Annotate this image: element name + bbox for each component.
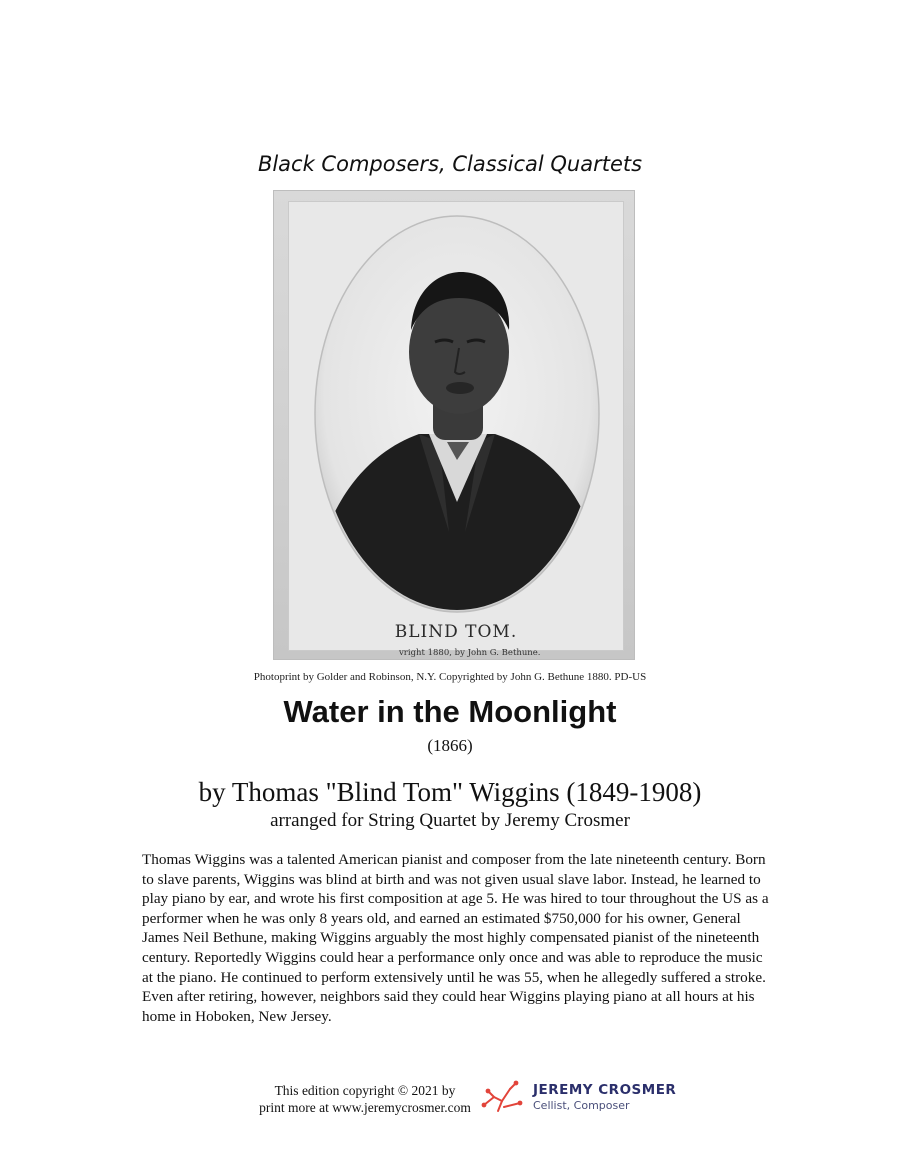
logo-tagline: Cellist, Composer [533, 1099, 630, 1112]
footer-website-line: print more at www.jeremycrosmer.com [259, 1100, 471, 1115]
logo-name: JEREMY CROSMER [533, 1082, 677, 1098]
footer-copyright-line: This edition copyright © 2021 by [274, 1083, 456, 1098]
series-title: Black Composers, Classical Quartets [257, 152, 643, 176]
photo-caption-copyright: vright 1880, by John G. Bethune. [399, 648, 541, 658]
piece-title: Water in the Moonlight [283, 694, 617, 729]
biography-paragraph: Thomas Wiggins was a talented American pianist and composer from the late nineteenth century. Born to slave parents, Wiggins was blind at birth and was not given usual slave labor. Instead, he learned to play piano by ear, and wrote his first composition at age 5. He was hired to tour throughout the US as a performer when he was only 8 years old, and earned an estimated $750,000 for his owner, General James Neil Bethune, making Wiggins arguably the most highly compensated pianist of the nineteenth century. Reportedly Wiggins could hear a performance only once and was able to reproduce the music at the piano. He continued to perform extensively until he was 55, when he allegedly suffered a stroke. Even after retiring, however, neighbors said they could hear Wiggins playing piano at all hours at his home in Hoboken, New Jersey. [142, 851, 769, 1025]
cello-logo-icon [480, 1079, 528, 1115]
photo-credit: Photoprint by Golder and Robinson, N.Y. Copyrighted by John G. Bethune 1880. PD-US [253, 671, 647, 683]
composer-line: by Thomas "Blind Tom" Wiggins (1849-1908) [198, 777, 702, 807]
photo-mount [288, 201, 624, 658]
photo-caption-name: BLIND TOM. [394, 622, 518, 642]
piece-year: (1866) [427, 736, 473, 755]
arranger-line: arranged for String Quartet by Jeremy Crosmer [270, 810, 630, 831]
portrait-illustration [289, 202, 623, 650]
footer-copyright [250, 1082, 480, 1116]
portrait-photo [273, 190, 635, 660]
